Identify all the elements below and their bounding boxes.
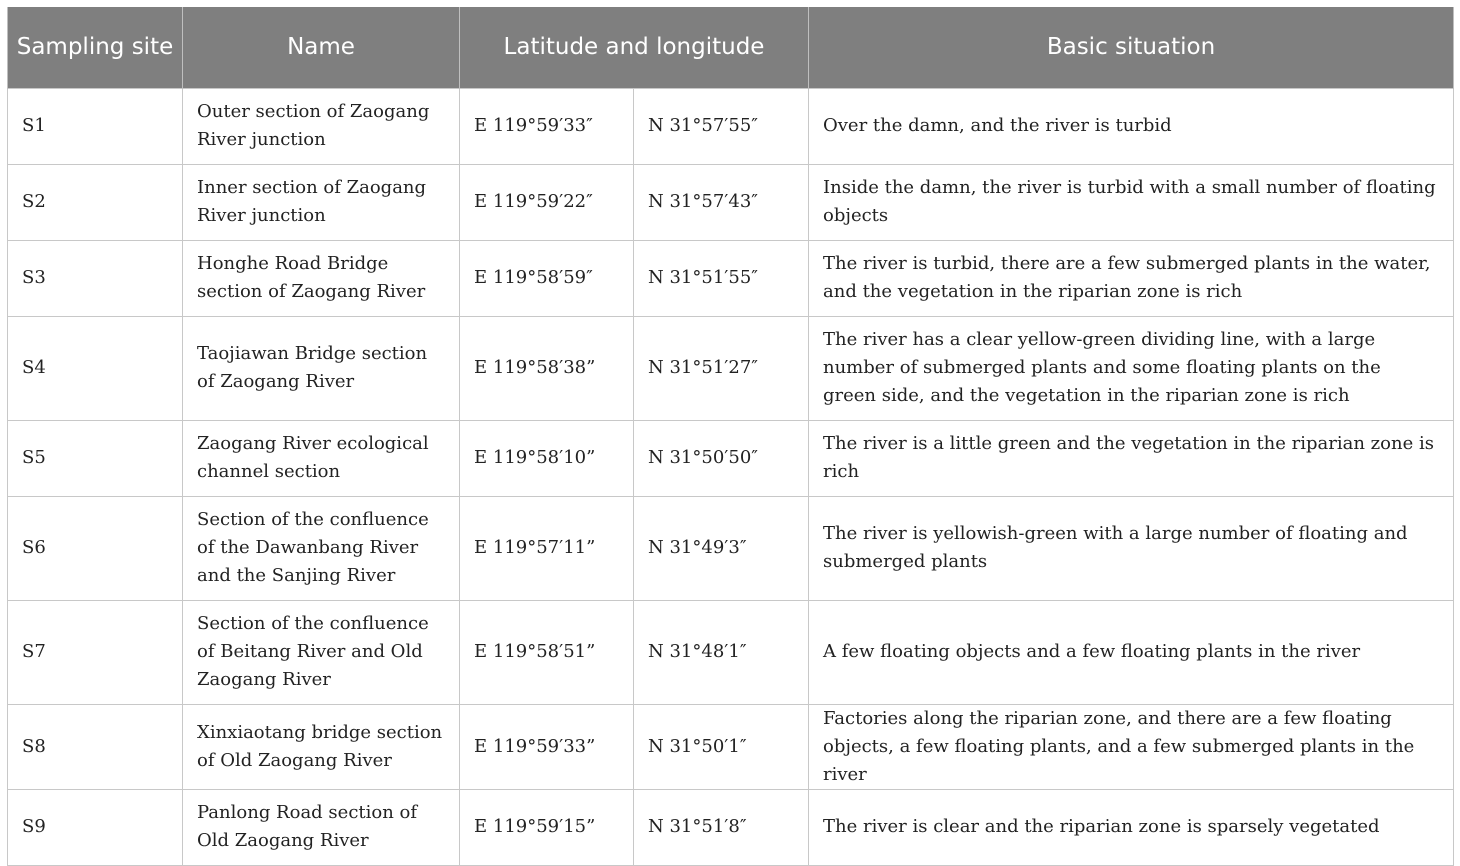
cell-name: Zaogang River ecological channel section (183, 420, 460, 496)
cell-site: S2 (8, 164, 183, 240)
cell-site: S9 (8, 789, 183, 865)
cell-latitude: N 31°50′50″ (634, 420, 809, 496)
cell-name: Honghe Road Bridge section of Zaogang River (183, 240, 460, 316)
header-sampling-site: Sampling site (8, 7, 183, 88)
cell-site: S6 (8, 496, 183, 600)
cell-latitude: N 31°51′8″ (634, 789, 809, 865)
cell-basic-situation: A few floating objects and a few floating plants in the river (809, 600, 1454, 704)
table-row (8, 704, 1454, 789)
sampling-sites-table (7, 7, 1453, 866)
cell-latitude: N 31°51′55″ (634, 240, 809, 316)
cell-longitude: E 119°59′33″ (460, 88, 634, 164)
cell-latitude: N 31°57′55″ (634, 88, 809, 164)
table-row (8, 496, 1454, 600)
table-body (8, 88, 1454, 865)
cell-basic-situation: Factories along the riparian zone, and there are a few floating objects, a few floating plants, and a few submerged plants in the river (809, 704, 1454, 789)
table-row (8, 420, 1454, 496)
cell-longitude: E 119°58′51” (460, 600, 634, 704)
cell-basic-situation: The river is turbid, there are a few submerged plants in the water, and the vegetation in the riparian zone is rich (809, 240, 1454, 316)
cell-site: S4 (8, 316, 183, 420)
cell-site: S3 (8, 240, 183, 316)
cell-longitude: E 119°59′22″ (460, 164, 634, 240)
table-row (8, 316, 1454, 420)
cell-site: S5 (8, 420, 183, 496)
cell-name: Section of the confluence of the Dawanbang River and the Sanjing River (183, 496, 460, 600)
header-name: Name (183, 7, 460, 88)
cell-basic-situation: Over the damn, and the river is turbid (809, 88, 1454, 164)
cell-longitude: E 119°59′33” (460, 704, 634, 789)
cell-longitude: E 119°58′10” (460, 420, 634, 496)
header-latitude-longitude: Latitude and longitude (460, 7, 809, 88)
table-header (8, 7, 1454, 88)
cell-longitude: E 119°57′11” (460, 496, 634, 600)
cell-name: Inner section of Zaogang River junction (183, 164, 460, 240)
cell-basic-situation: The river has a clear yellow-green dividing line, with a large number of submerged plants and some floating plants on the green side, and the vegetation in the riparian zone is rich (809, 316, 1454, 420)
cell-latitude: N 31°50′1″ (634, 704, 809, 789)
table-row (8, 88, 1454, 164)
cell-name: Xinxiaotang bridge section of Old Zaogang River (183, 704, 460, 789)
cell-site: S1 (8, 88, 183, 164)
cell-latitude: N 31°48′1″ (634, 600, 809, 704)
cell-latitude: N 31°49′3″ (634, 496, 809, 600)
table-row (8, 600, 1454, 704)
cell-basic-situation: The river is a little green and the vegetation in the riparian zone is rich (809, 420, 1454, 496)
cell-name: Outer section of Zaogang River junction (183, 88, 460, 164)
cell-basic-situation: The river is clear and the riparian zone is sparsely vegetated (809, 789, 1454, 865)
cell-name: Panlong Road section of Old Zaogang River (183, 789, 460, 865)
table-row (8, 789, 1454, 865)
header-row (8, 7, 1454, 88)
cell-longitude: E 119°58′59″ (460, 240, 634, 316)
table-row (8, 240, 1454, 316)
cell-name: Section of the confluence of Beitang River and Old Zaogang River (183, 600, 460, 704)
cell-site: S7 (8, 600, 183, 704)
cell-longitude: E 119°58′38” (460, 316, 634, 420)
header-basic-situation: Basic situation (809, 7, 1454, 88)
cell-longitude: E 119°59′15” (460, 789, 634, 865)
cell-name: Taojiawan Bridge section of Zaogang River (183, 316, 460, 420)
cell-basic-situation: The river is yellowish-green with a large number of floating and submerged plants (809, 496, 1454, 600)
cell-latitude: N 31°57′43″ (634, 164, 809, 240)
cell-latitude: N 31°51′27″ (634, 316, 809, 420)
data-table (7, 7, 1454, 866)
cell-site: S8 (8, 704, 183, 789)
table-row (8, 164, 1454, 240)
cell-basic-situation: Inside the damn, the river is turbid with a small number of floating objects (809, 164, 1454, 240)
